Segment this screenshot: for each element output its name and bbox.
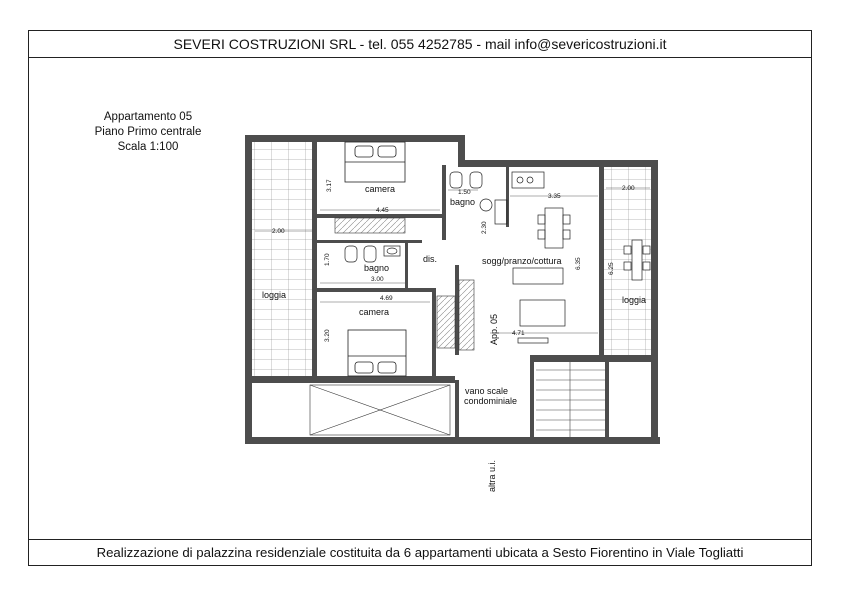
closet xyxy=(437,296,455,348)
apartment-tag: App. 05 xyxy=(489,313,499,345)
loggia-left-tiles xyxy=(252,142,312,376)
dim-335: 3.35 xyxy=(548,193,561,200)
dim-200-right: 2.00 xyxy=(622,185,635,192)
loggia-right-tiles xyxy=(604,167,651,355)
dim-471: 4.71 xyxy=(512,330,525,337)
apartment-floor: Piano Primo centrale xyxy=(94,126,202,138)
room-bagno-small: bagno xyxy=(450,197,476,207)
dim-469: 4.69 xyxy=(380,295,393,302)
bed-bottom xyxy=(348,330,406,376)
dim-170: 1.70 xyxy=(324,253,331,266)
dim-320: 3.20 xyxy=(324,329,331,342)
dim-300: 3.00 xyxy=(371,276,384,283)
footer-caption: Realizzazione di palazzina residenziale costituita da 6 appartamenti ubicata a Sesto Fiorentino in Viale Togliatti xyxy=(29,539,811,565)
dim-150: 1.50 xyxy=(458,189,471,196)
room-vano-scale: vano scale xyxy=(465,386,509,396)
other-unit-label: altra u.i. xyxy=(487,459,497,492)
header-title: SEVERI COSTRUZIONI SRL - tel. 055 4252785 - mail info@severicostruzioni.it xyxy=(29,31,811,58)
dim-200-left: 2.00 xyxy=(272,228,285,235)
room-camera-bottom: camera xyxy=(359,307,390,317)
room-loggia-right: loggia xyxy=(622,295,647,305)
bed-top xyxy=(345,142,405,182)
dim-635: 6.35 xyxy=(575,257,582,270)
dim-230: 2.30 xyxy=(481,221,488,234)
stair-hatch xyxy=(459,280,474,350)
dim-625: 6.25 xyxy=(608,262,615,275)
dim-445: 4.45 xyxy=(376,207,389,214)
room-disimpegno: dis. xyxy=(423,254,438,264)
dim-317: 3.17 xyxy=(326,179,333,192)
wardrobe xyxy=(335,218,405,233)
drawing-scale: Scala 1:100 xyxy=(117,141,179,153)
apartment-number: Appartamento 05 xyxy=(103,111,193,123)
room-loggia-left: loggia xyxy=(262,290,287,300)
room-soggiorno: sogg/pranzo/cottura xyxy=(482,256,562,266)
room-condominiale: condominiale xyxy=(464,396,518,406)
stair-treads xyxy=(536,362,605,437)
room-camera-top: camera xyxy=(365,184,396,194)
room-bagno-mid: bagno xyxy=(364,263,390,273)
